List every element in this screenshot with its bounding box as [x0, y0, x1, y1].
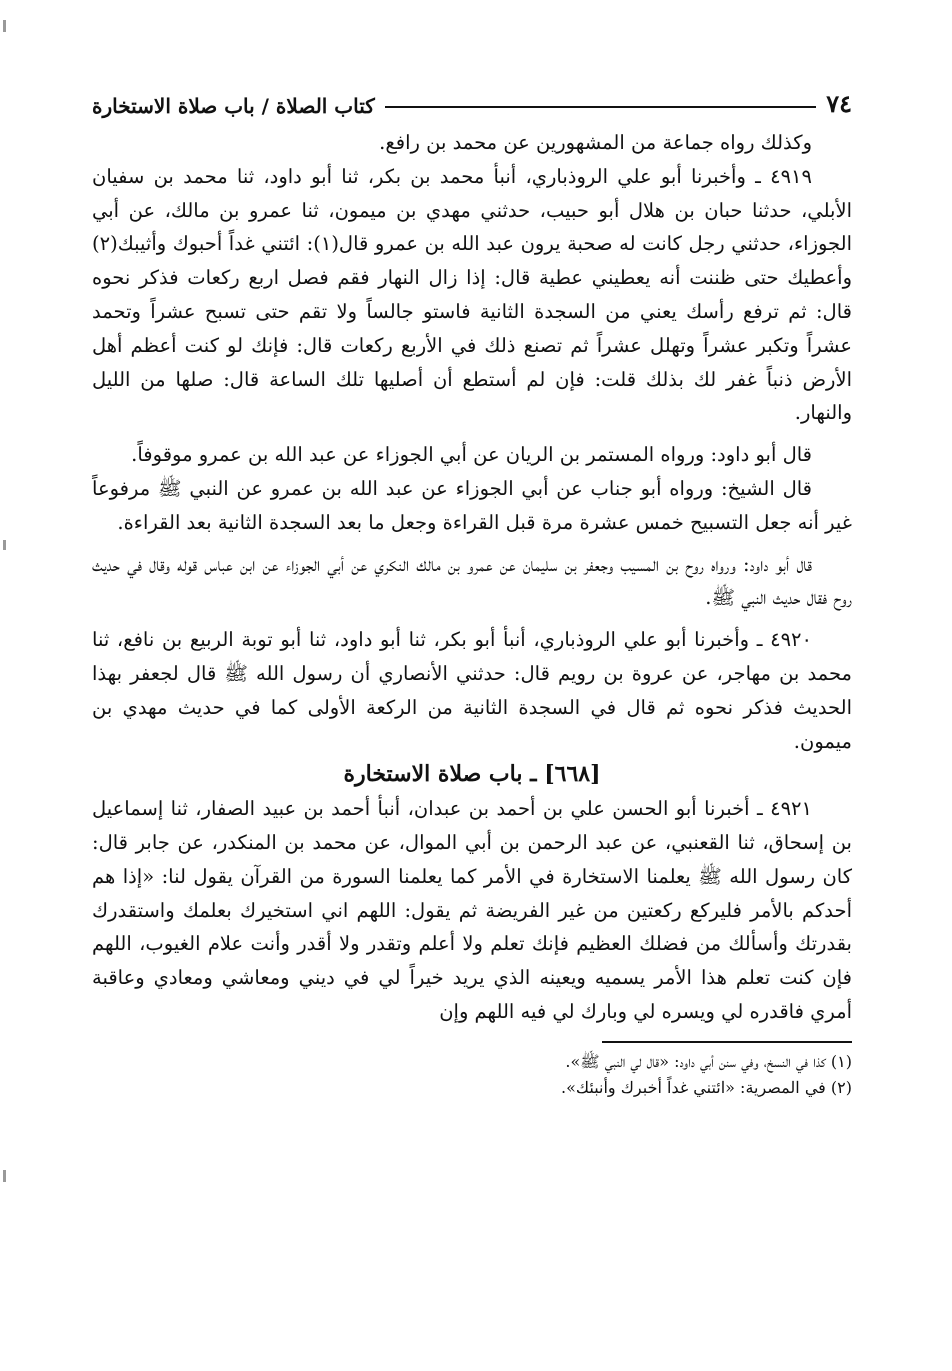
- running-title: كتاب الصلاة / باب صلاة الاستخارة: [92, 94, 375, 118]
- scan-edge-mark: [3, 20, 6, 32]
- section-heading: [٦٦٨] ـ باب صلاة الاستخارة: [343, 761, 601, 788]
- header-rule: [385, 106, 816, 108]
- book-page: [92, 78, 852, 1101]
- page-number: ٧٤: [826, 89, 852, 118]
- paragraph: قال الشيخ: ورواه أبو جناب عن أبي الجوزاء عن عبد الله بن عمرو عن النبي ﷺ مرفوعاً غير أنه جعل التسبيح خمس عشرة مرة قبل القراءة وجعل ما بعد السجدة الثانية بعد القراءة.: [92, 476, 852, 534]
- footnotes: [92, 1049, 852, 1101]
- hadith-4921: ٤٩٢١ ـ أخبرنا أبو الحسن علي بن أحمد بن عبدان، أنبأ أحمد بن عبيد الصفار، ثنا إسماعيل بن إسحاق، ثنا القعنبي، عن عبد الرحمن بن أبي الموال، عن محمد بن المنكدر، عن جابر قال: كان رسول الله ﷺ يعلمنا الاستخارة في الأمر كما يعلمنا السورة من القرآن يقول لنا: «إذا هم أحدكم بالأمر فليركع ركعتين من غير الفريضة ثم يقول: اللهم اني استخيرك بعلمك واستقدرك بقدرتك وأسألك من فضلك العظيم فإنك تعلم ولا أعلم وتقدر ولا أقدر وأنت علام الغيوب، اللهم فإن كنت تعلم هذا الأمر يسميه ويعينه الذي يريد خيراً لي في ديني ومعاشي ومعادي وعاقبة أمري فاقدره لي ويسره لي وبارك لي فيه اللهم وإن: [92, 797, 852, 1023]
- footnote-rule: [602, 1041, 852, 1043]
- hadith-4919: ٤٩١٩ ـ وأخبرنا أبو علي الروذباري، أنبأ محمد بن بكر، ثنا أبو داود، ثنا محمد بن سفيان الأبلي، حدثنا حبان بن هلال أبو حبيب، حدثني مهدي بن ميمون، ثنا عمرو بن مالك، عن أبي الجوزاء، حدثني رجل كانت له صحبة يرون عبد الله بن عمرو قال(١): ائتني غداً أحبوك وأثيبك(٢) وأعطيك حتى ظننت أنه يعطيني عطية قال: إذا زال النهار فقم فصل اربع ركعات فذكر نحوه قال: ثم ترفع رأسك يعني من السجدة الثانية فاستو جالساً ولا تقم حتى تسبح عشراً وتحمد عشراً وتكبر عشراً وتهلل عشراً ثم تصنع ذلك في الأربع ركعات قال: فإنك لو كنت أعظم أهل الأرض ذنباً غفر لك بذلك قلت: فإن لم أستطع أن أصليها تلك الساعة قال: صلها من الليل والنهار.: [92, 164, 853, 425]
- footnote-2: (٢) في المصرية: «ائتني غداً أخبرك وأنبئك».: [561, 1077, 852, 1097]
- footnote-1: (١) كذا في النسخ، وفي سنن أبي داود: «قال لي النبي ﷺ».: [565, 1051, 852, 1071]
- hadith-4920: ٤٩٢٠ ـ وأخبرنا أبو علي الروذباري، أنبأ أبو بكر، ثنا أبو داود، ثنا أبو توبة الربيع بن نافع، ثنا محمد بن مهاجر، عن عروة بن رويم قال: حدثني الأنصاري أن رسول الله ﷺ قال لجعفر بهذا الحديث فذكر نحوه ثم قال في السجدة الثانية من الركعة الأولى كما في حديث مهدي بن ميمون.: [92, 628, 852, 753]
- paragraph: قال أبو داود: ورواه المستمر بن الريان عن أبي الجوزاء عن عبد الله بن عمرو موقوفاً.: [131, 443, 812, 467]
- paragraph: قال أبو داود: ورواه روح بن المسيب وجعفر بن سليمان عن عمرو بن مالك النكري عن أبي الجوزاء عن ابن عباس قوله وقال في حديث روح فقال حديث النبي ﷺ.: [92, 552, 852, 610]
- scan-edge-mark: [3, 1170, 6, 1182]
- running-header: [92, 78, 852, 118]
- paragraph: وكذلك رواه جماعة من المشهورين عن محمد بن رافع.: [379, 131, 812, 154]
- scan-edge-mark: [3, 540, 6, 550]
- main-text: [92, 126, 852, 1029]
